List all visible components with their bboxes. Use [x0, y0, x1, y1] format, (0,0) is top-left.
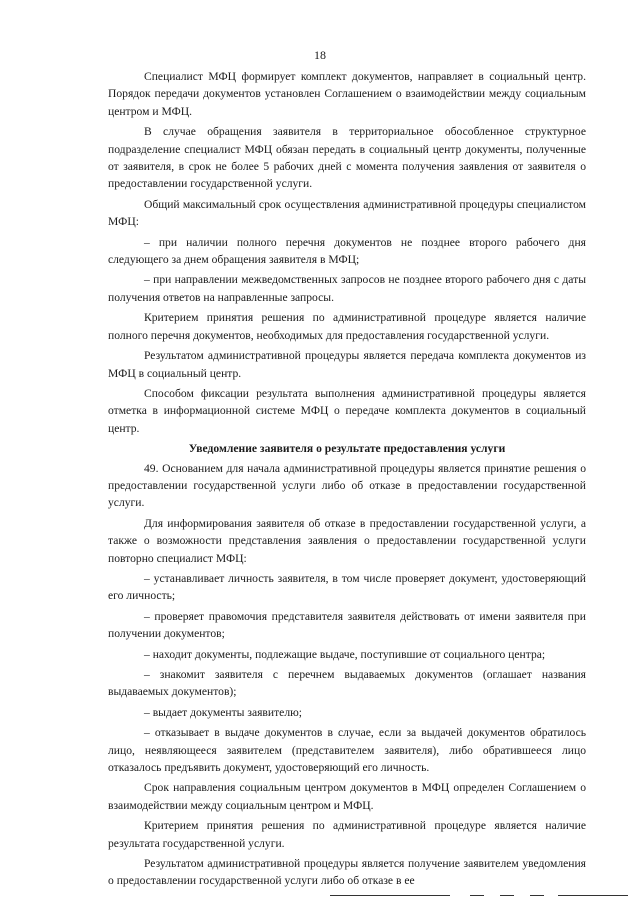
paragraph: – устанавливает личность заявителя, в том числе проверяет документ, удостоверяющий его личность;	[108, 571, 586, 603]
paragraph: Критерием принятия решения по административной процедуре является наличие полного перечня документов, необходимых для предоставления государственной услуги.	[108, 311, 586, 342]
paragraph: Способом фиксации результата выполнения административной процедуры является отметка в информационной системе МФЦ о передаче комплекта документов в социальный центр.	[108, 386, 586, 435]
paragraph: Критерием принятия решения по административной процедуре является наличие результата государственной услуги.	[108, 819, 586, 850]
paragraph: – проверяет правомочия представителя заявителя действовать от имени заявителя при получении документов;	[108, 609, 586, 641]
paragraph: – при направлении межведомственных запросов не позднее второго рабочего дня с даты получения ответов на направленные запросы.	[108, 273, 586, 304]
paragraph: 49. Основанием для начала административной процедуры является принятие решения о предоставлении государственной услуги либо об отказе в предоставлении государственной услуги.	[108, 461, 586, 510]
paragraph: – находит документы, подлежащие выдаче, поступившие от социального центра;	[144, 647, 546, 661]
paragraph: Для информирования заявителя об отказе в предоставлении государственной услуги, а также о возможности представления заявления о предоставлении государственной услуги повторно специалист МФЦ:	[108, 516, 586, 565]
paragraph: В случае обращения заявителя в территориальное обособленное структурное подразделение специалист МФЦ обязан передать в социальный центр документы, полученные от заявителя, в срок не более 5 рабочих дней с момента получения заявления от заявителя о предоставлении государственной услуги.	[108, 125, 586, 191]
paragraph: Специалист МФЦ формирует комплект документов, направляет в социальный центр. Порядок передачи документов установлен Соглашением о взаимодействии между социальным центром и МФЦ.	[108, 70, 586, 118]
paragraph: – знакомит заявителя с перечнем выдаваемых документов (оглашает названия выдаваемых документов);	[108, 668, 586, 699]
page-number: 18	[314, 48, 326, 62]
paragraph: Срок направления социальным центром документов в МФЦ определен Соглашением о взаимодействии между социальным центром и МФЦ.	[108, 781, 586, 812]
document-body	[108, 68, 586, 893]
paragraph: – отказывает в выдаче документов в случае, если за выдачей документов обратилось лицо, неявляющееся заявителем (представителем заявителя), либо обратившееся лицо отказалось предъявить документ, удостоверяющий его личность.	[108, 726, 586, 775]
section-heading: Уведомление заявителя о результате предоставления услуги	[188, 442, 506, 456]
paragraph: Результатом административной процедуры является получение заявителем уведомления о предоставлении государственной услуги либо об отказе в ее	[108, 857, 586, 888]
paragraph: – при наличии полного перечня документов не позднее второго рабочего дня следующего за днем обращения заявителя в МФЦ;	[108, 235, 586, 267]
paragraph: Результатом административной процедуры является передача комплекта документов из МФЦ в социальный центр.	[108, 349, 586, 380]
footer-rule	[330, 895, 630, 899]
paragraph: – выдает документы заявителю;	[144, 705, 302, 719]
paragraph: Общий максимальный срок осуществления административной процедуры специалистом МФЦ:	[108, 197, 586, 229]
